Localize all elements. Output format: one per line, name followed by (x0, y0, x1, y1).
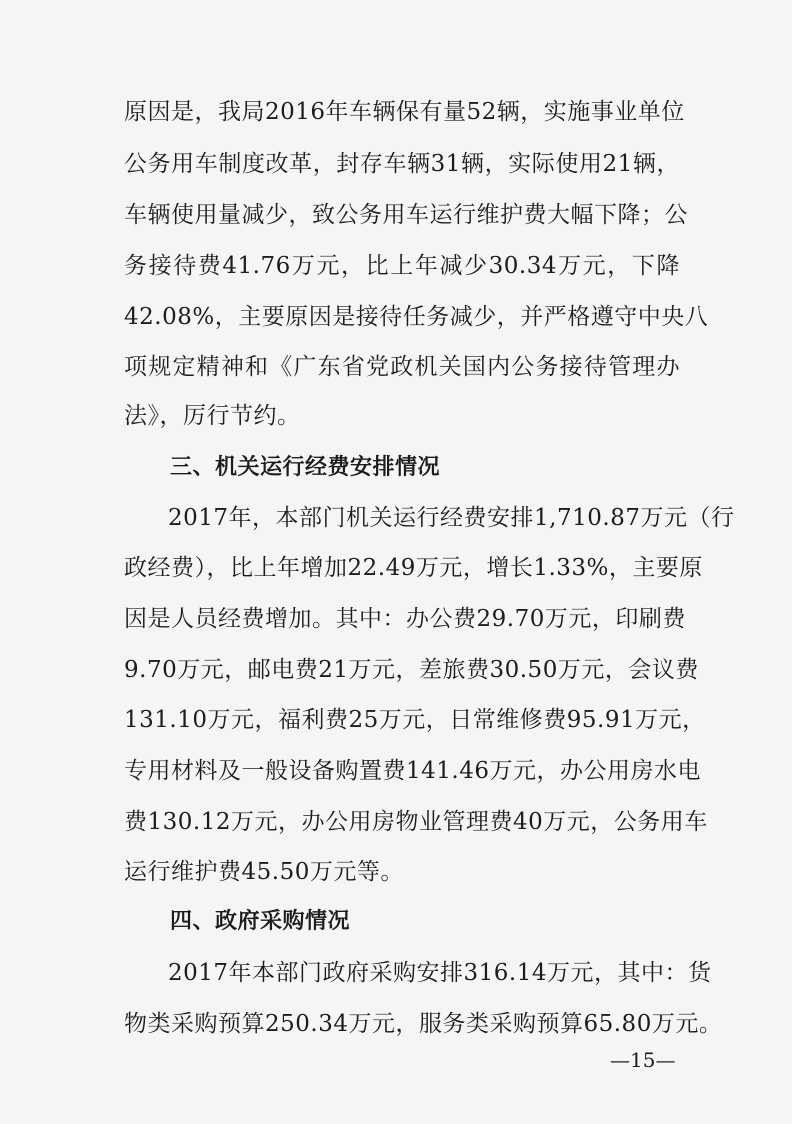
body-text-line: 原因是，我局2016年车辆保有量52辆，实施事业单位 (124, 99, 685, 125)
body-text-line: 物类采购预算250.34万元，服务类采购预算65.80万元。 (124, 1011, 723, 1037)
body-text-line: 131.10万元，福利费25万元，日常维修费95.91万元， (124, 707, 706, 733)
body-text-line: 政经费），比上年增加22.49万元，增长1.33%，主要原 (124, 555, 703, 581)
body-text-line: 专用材料及一般设备购置费141.46万元，办公用房水电 (124, 758, 701, 784)
body-text-line: 车辆使用量减少，致公务用车运行维护费大幅下降；公 (124, 202, 688, 228)
body-text-line: 公务用车制度改革，封存车辆31辆，实际使用21辆， (124, 151, 680, 177)
body-text-line: 42.08%，主要原因是接待任务减少，并严格遵守中央八 (124, 304, 709, 330)
body-text-line: 法》，厉行节约。 (124, 403, 301, 429)
body-text-line: 2017年，本部门机关运行经费安排1,710.87万元（行 (168, 505, 735, 531)
body-text-line: 因是人员经费增加。其中：办公费29.70万元，印刷费 (124, 606, 686, 632)
section-heading: 四、政府采购情况 (170, 909, 351, 934)
body-text-line: 运行维护费45.50万元等。 (124, 859, 404, 885)
section-heading: 三、机关运行经费安排情况 (170, 455, 441, 480)
page-number: —15— (610, 1048, 676, 1072)
body-text-line: 务接待费41.76万元，比上年减少30.34万元，下降 (124, 253, 680, 279)
body-text-line: 项规定精神和《广东省党政机关国内公务接待管理办 (124, 354, 680, 380)
body-text-line: 费130.12万元，办公用房物业管理费40万元，公务用车 (124, 809, 708, 835)
body-text-line: 9.70万元，邮电费21万元，差旅费30.50万元，会议费 (124, 657, 699, 683)
body-text-line: 2017年本部门政府采购安排316.14万元，其中：货 (168, 960, 712, 986)
